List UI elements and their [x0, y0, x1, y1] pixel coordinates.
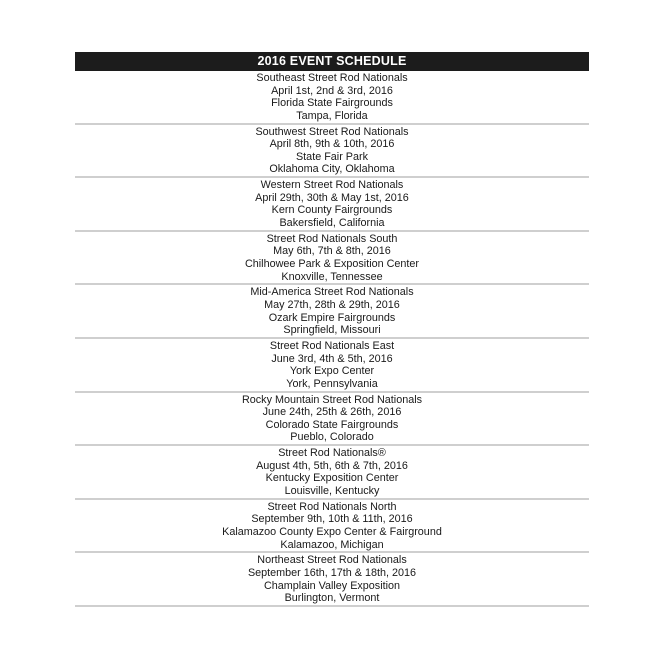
- event-item: [75, 125, 589, 179]
- event-name: Southeast Street Rod Nationals: [256, 72, 408, 84]
- event-venue: Champlain Valley Exposition: [263, 579, 401, 592]
- event-location: Bakersfield, California: [279, 216, 385, 229]
- event-item: [75, 339, 589, 393]
- schedule-title: 2016 EVENT SCHEDULE: [75, 52, 589, 71]
- event-item: [75, 553, 589, 607]
- event-location: Burlington, Vermont: [284, 592, 380, 605]
- event-venue: Chilhowee Park & Exposition Center: [244, 257, 420, 270]
- event-location: Louisville, Kentucky: [284, 484, 380, 497]
- event-dates: May 6th, 7th & 8th, 2016: [273, 245, 391, 258]
- event-name: Mid-America Street Rod Nationals: [250, 286, 414, 299]
- event-name: Street Rod Nationals South: [266, 232, 398, 245]
- event-venue: Colorado State Fairgrounds: [265, 418, 399, 431]
- event-venue: Florida State Fairgrounds: [271, 97, 393, 110]
- event-list: [75, 71, 589, 607]
- event-venue: York Expo Center: [289, 365, 375, 378]
- event-item: [75, 500, 589, 554]
- event-name: Rocky Mountain Street Rod Nationals: [241, 393, 423, 406]
- event-location: York, Pennsylvania: [286, 377, 378, 390]
- event-dates: June 3rd, 4th & 5th, 2016: [271, 352, 393, 365]
- event-location: Pueblo, Colorado: [290, 431, 374, 444]
- event-dates: April 29th, 30th & May 1st, 2016: [255, 191, 409, 204]
- event-location: Tampa, Florida: [296, 109, 368, 122]
- event-item: [75, 446, 589, 500]
- event-item: [75, 178, 589, 232]
- event-item: [75, 71, 589, 125]
- event-dates: August 4th, 5th, 6th & 7th, 2016: [256, 459, 408, 472]
- event-name: Street Rod Nationals®: [278, 447, 386, 460]
- event-location: Springfield, Missouri: [283, 324, 381, 337]
- event-dates: September 16th, 17th & 18th, 2016: [247, 566, 417, 579]
- event-name: Southwest Street Rod Nationals: [255, 125, 409, 138]
- event-name: Street Rod Nationals East: [269, 339, 395, 352]
- event-dates: May 27th, 28th & 29th, 2016: [264, 298, 400, 311]
- event-venue: Kalamazoo County Expo Center & Fairground: [222, 525, 442, 538]
- event-item: [75, 232, 589, 286]
- event-location: Kalamazoo, Michigan: [280, 538, 384, 551]
- event-dates: April 8th, 9th & 10th, 2016: [269, 138, 395, 151]
- event-item: [75, 285, 589, 339]
- event-venue: Kentucky Exposition Center: [265, 472, 399, 485]
- event-name: Western Street Rod Nationals: [260, 179, 404, 192]
- event-schedule: [75, 52, 589, 607]
- event-item: [75, 393, 589, 447]
- event-venue: Kern County Fairgrounds: [271, 204, 393, 217]
- event-location: Knoxville, Tennessee: [281, 270, 383, 283]
- event-name: Street Rod Nationals North: [267, 500, 397, 513]
- event-location: Oklahoma City, Oklahoma: [269, 163, 395, 176]
- event-name: Northeast Street Rod Nationals: [257, 554, 407, 567]
- event-dates: June 24th, 25th & 26th, 2016: [262, 406, 402, 419]
- event-venue: State Fair Park: [295, 150, 368, 163]
- event-venue: Ozark Empire Fairgrounds: [268, 311, 396, 324]
- event-dates: September 9th, 10th & 11th, 2016: [251, 513, 413, 526]
- event-dates: April 1st, 2nd & 3rd, 2016: [271, 84, 393, 97]
